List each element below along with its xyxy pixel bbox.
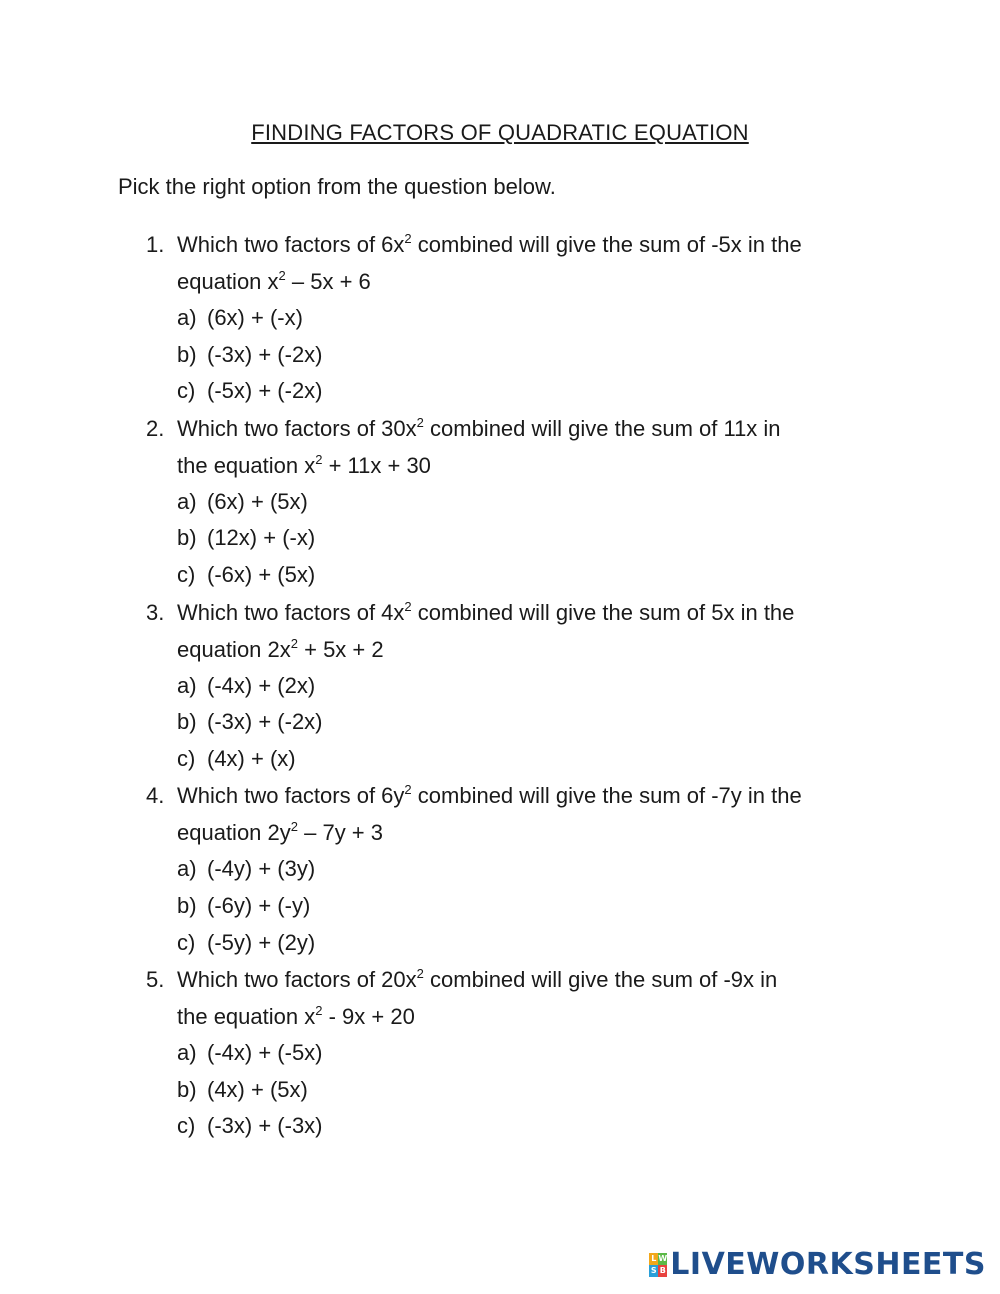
question-text: Which two factors of $4x^2$ combined will give the sum of 5x in the equation $2x^2 + 5x + 2$ (177, 598, 795, 662)
answer-options (146, 668, 906, 778)
option-a[interactable]: a) (-4x) + (-5x) (177, 1040, 323, 1066)
question-number: 4. (146, 783, 165, 809)
question-number: 1. (146, 232, 165, 257)
question-number: 3. (146, 599, 165, 625)
question-text: Which two factors of $20x^2$ combined will give the sum of -9x in the equation $x^2 - 9x + 20$ (177, 966, 778, 1030)
option-c[interactable]: c) (-5x) + (-2x) (177, 378, 323, 404)
logo-text: LIVEWORKSHEETS (670, 1247, 986, 1282)
option-a[interactable]: a) (6x) + (5x) (177, 488, 308, 514)
logo-mark-tile: W (658, 1253, 668, 1263)
option-b[interactable]: b) (-6y) + (-y) (177, 892, 311, 918)
question-text: Which two factors of $30x^2$ combined will give the sum of 11x in the equation $x^2 + 11x + 30$ (177, 414, 781, 478)
answer-options (146, 300, 906, 410)
option-c[interactable]: c) (-5y) + (2y) (177, 929, 316, 955)
option-b[interactable]: b) (4x) + (5x) (177, 1076, 308, 1102)
option-c[interactable]: c) (-3x) + (-3x) (177, 1113, 323, 1139)
question-list (146, 226, 906, 1145)
question-text: Which two factors of $6y^2$ combined will give the sum of -7y in the equation $2y^2 - 7y + 3$ (177, 782, 802, 846)
answer-options (146, 1035, 906, 1145)
option-b[interactable]: b) (12x) + (-x) (177, 525, 316, 551)
option-b[interactable]: b) (-3x) + (-2x) (177, 341, 323, 367)
logo-mark-tile: B (659, 1265, 666, 1275)
question-5 (146, 961, 906, 1145)
question-4 (146, 777, 906, 961)
option-a[interactable]: a) (-4y) + (3y) (177, 856, 316, 882)
option-c[interactable]: c) (-6x) + (5x) (177, 561, 316, 587)
option-b[interactable]: b) (-3x) + (-2x) (177, 709, 323, 735)
answer-options (146, 851, 906, 961)
answer-options (146, 484, 906, 594)
option-c[interactable]: c) (4x) + (x) (177, 745, 296, 771)
option-a[interactable]: a) (-4x) + (2x) (177, 672, 316, 698)
question-3 (146, 594, 906, 778)
question-number: 2. (146, 415, 165, 441)
instructions: Pick the right option from the question below. (118, 174, 556, 199)
question-1 (146, 226, 906, 410)
question-text: Which two factors of $6x^2$ combined will give the sum of -5x in the equation $x^2 - 5x + 6$ (177, 231, 802, 294)
option-a[interactable]: a) (6x) + (-x) (177, 305, 303, 330)
question-2 (146, 410, 906, 594)
liveworksheets-logo (649, 1247, 986, 1282)
logo-mark-tile: S (650, 1265, 657, 1275)
question-number: 5. (146, 967, 165, 993)
logo-mark-tile: L (651, 1253, 657, 1263)
logo-mark-icon (649, 1253, 667, 1277)
worksheet-title: FINDING FACTORS OF QUADRATIC EQUATION (251, 120, 749, 145)
